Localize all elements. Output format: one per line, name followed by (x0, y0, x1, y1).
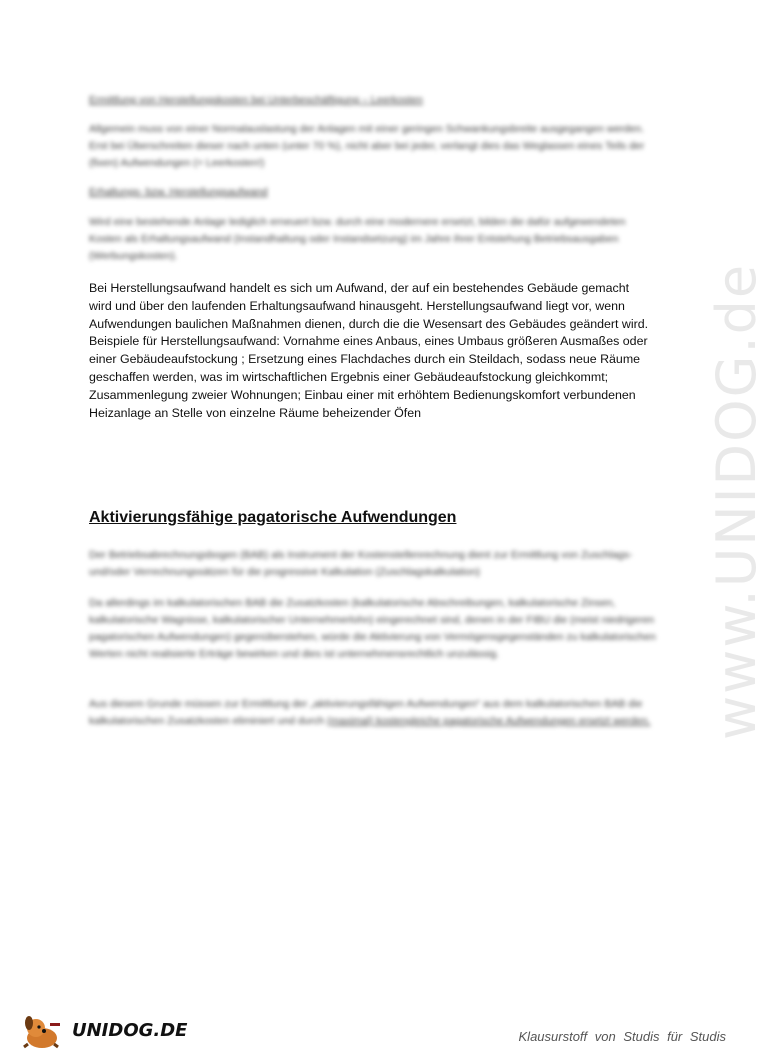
footer-tagline: Klausurstoff von Studis für Studis (518, 1029, 726, 1044)
section-heading: Aktivierungsfähige pagatorische Aufwendungen (89, 509, 457, 526)
blurred-paragraph-4: Da allerdings im kalkulatorischen BAB die Zusatzkosten (kalkulatorische Abschreibungen, kalkulatorische Zinsen, kalkulatorische Wagnisse, kalkulatorischer Unternehmerlohn) eingerechnet sind, denen in der FIBU die (meist niedrigeren pagatorischen Aufwendungen) gegenüberstehen, würde die Aktivierung von Vermögensgegenständen zu kalkulatorischen Werten nicht realisierte Erträge bewirken und dies ist unternehmensrechtlich unzulässig. (89, 597, 656, 660)
blurred-paragraph-3: Der Betriebsabrechnungsbogen (BAB) als Instrument der Kostenstellenrechnung dient zur Ermittlung von Zuschlags- und/oder Verrechnungssätzen für die progressive Kalkulation (Zuschlagskalkulation) (89, 549, 633, 578)
blurred-paragraph-5 (89, 696, 659, 730)
dog-icon (20, 1014, 72, 1050)
blurred-paragraph-5-text: Aus diesem Grunde müssen zur Ermittlung der „aktivierungsfähigen Aufwendungen“ aus dem kalkulatorischen BAB die kalkulatorischen Zusatzkosten eliminiert und durch (89, 698, 643, 727)
blurred-heading-1: Ermittlung von Herstellungskosten bei Unterbeschäftigung – Leerkosten (89, 94, 423, 106)
blurred-paragraph-5-underlined: (maximal) kostengleiche pagatorische Aufwendungen ersetzt werden. (327, 715, 651, 727)
blurred-heading-2: Erhaltungs- bzw. Herstellungsaufwand (89, 186, 268, 198)
blurred-paragraph-2: Wird eine bestehende Anlage lediglich erneuert bzw. durch eine modernere ersetzt, bilden die dafür aufgewendeten Kosten als Erhaltungsaufwand (Instandhaltung oder Instandsetzung) im Jahre ihrer Entstehung Betriebsausgaben (Werbungskosten). (89, 216, 626, 262)
unidog-logo (20, 1014, 188, 1050)
logo-text: UNIDOG.DE (72, 1020, 188, 1041)
blurred-paragraph-1: Allgemein muss von einer Normalauslastung der Anlagen mit einer geringen Schwankungsbreite ausgegangen werden. Erst bei Überschreiten dieser nach unten (unter 70 %), nicht aber bei jeder, verlangt dies das Weglassen eines Teils der (fixen) Aufwendungen (= Leerkosten!) (89, 123, 645, 169)
main-paragraph: Bei Herstellungsaufwand handelt es sich um Aufwand, der auf ein bestehendes Gebäude gemacht wird und über den laufenden Erhaltungsaufwand hinausgeht. Herstellungsaufwand liegt vor, wenn Aufwendungen baulichen Maßnahmen dienen, durch die die Wesensart des Gebäudes geändert wird. Beispiele für Herstellungsaufwand: Vornahme eines Anbaus, eines Umbaus größeren Ausmaßes oder einer Gebäudeaufstockung ; Ersetzung eines Flachdaches durch ein Steildach, sodass neue Räume geschaffen werden, was im wirtschaftlichen Ergebnis einer Gebäudeaufstockung gleichkommt; Zusammenlegung zweier Wohnungen; Einbau einer mit erhöhtem Bedienungskomfort verbundenen Heizanlage an Stelle von einzelne Räume beheizender Öfen (89, 281, 649, 420)
watermark-text: www.UNIDOG.de (705, 262, 768, 740)
